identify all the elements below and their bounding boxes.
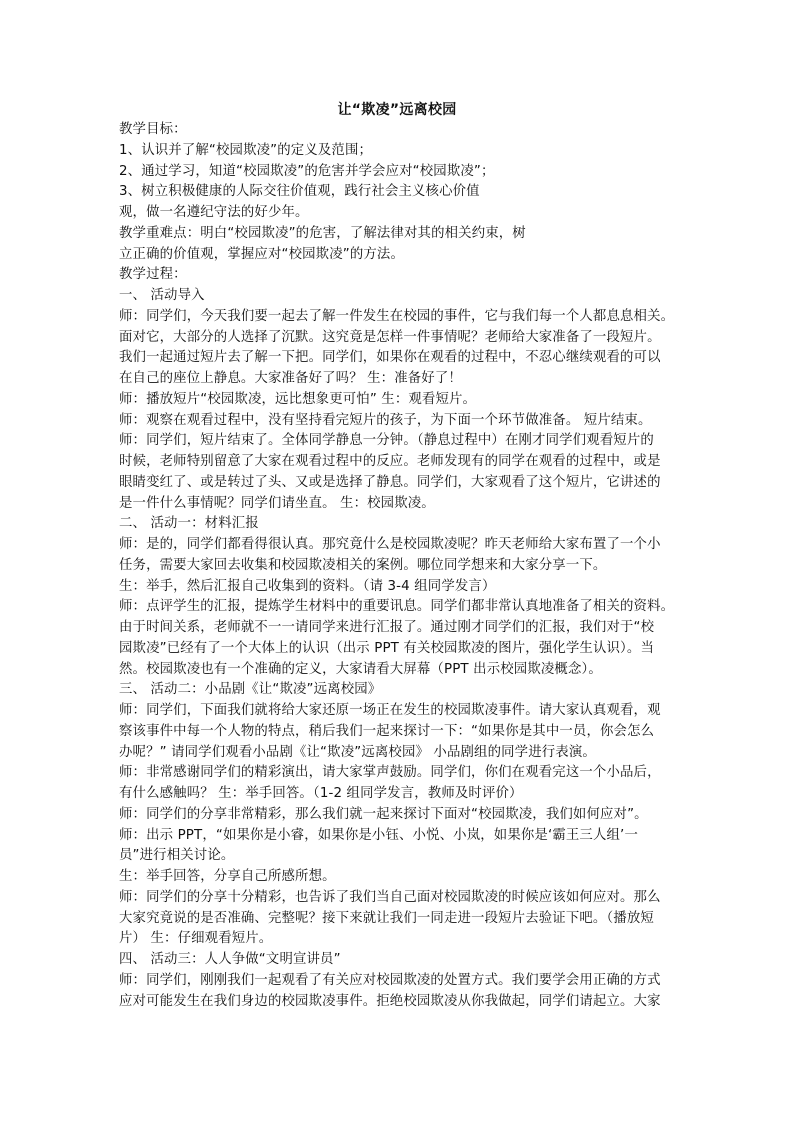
text-line: 师：同学们，短片结束了。全体同学静息一分钟。（静息过程中）在刚才同学们观看短片的 — [119, 433, 654, 449]
text-line: 1、认识并了解“校园欺凌”的定义及范围； — [119, 142, 373, 158]
text-line: 教学过程： — [119, 267, 187, 283]
text-line: 时候，老师特别留意了大家在观看过程中的反应。老师发现有的同学在观看的过程中，或是 — [119, 454, 661, 469]
text-line: 办呢？” 请同学们观看小品剧《让“欺凌”远离校园》 小品剧组的同学进行表演。 — [119, 744, 596, 760]
text-line: 察该事件中每一个人物的特点，稍后我们一起来探讨一下：“如果你是其中一员，你会怎么 — [119, 723, 655, 739]
text-line: 园欺凌”已经有了一个大体上的认识（出示 PPT 有关校园欺凌的图片，强化学生认识）。当 — [119, 640, 654, 656]
text-line: 在自己的座位上静息。大家准备好了吗？ 生：准备好了！ — [119, 371, 462, 386]
text-line: 师：出示 PPT，“如果你是小睿，如果你是小钰、小悦、小岚，如果你是‘霸王三人组’一 — [119, 827, 639, 843]
text-line: 大家究竟说的是否准确、完整呢？接下来就让我们一同走进一段短片去验证下吧。（播放短 — [119, 910, 654, 926]
text-line: 师：同学们，刚刚我们一起观看了有关应对校园欺凌的处置方式。我们要学会用正确的方式 — [119, 972, 661, 988]
text-line: 师：同学们，下面我们就将给大家还原一场正在发生的校园欺凌事件。请大家认真观看，观 — [119, 703, 661, 718]
text-line: 2、通过学习，知道“校园欺凌”的危害并学会应对“校园欺凌”； — [119, 163, 495, 179]
text-line: 师：同学们的分享十分精彩，也告诉了我们当自己面对校园欺凌的时候应该如何应对。那么 — [119, 889, 661, 905]
text-line: 二、 活动一：材料汇报 — [119, 516, 259, 532]
text-line: 面对它，大部分的人选择了沉默。这究竟是怎样一件事情呢？老师给大家准备了一段短片。 — [119, 329, 661, 345]
text-line: 立正确的价值观，掌握应对“校园欺凌”的方法。 — [119, 246, 404, 262]
text-line: 生：举手回答，分享自己所感所想。 — [119, 869, 336, 884]
text-line: 四、 活动三：人人争做“文明宣讲员” — [119, 952, 341, 967]
text-line: 观，做一名遵纪守法的好少年。 — [119, 205, 309, 220]
text-line: 片） 生：仔细观看短片。 — [119, 931, 273, 947]
text-line: 3、树立积极健康的人际交往价值观，践行社会主义核心价值 — [119, 184, 480, 200]
text-line: 教学目标： — [119, 122, 187, 137]
text-line: 眼睛变红了、或是转过了头、又或是选择了静息。同学们，大家观看了这个短片，它讲述的 — [119, 474, 661, 490]
text-line: 有什么感触吗？ 生：举手回答。（1-2 组同学发言，教师及时评价） — [119, 786, 523, 801]
text-line: 是一件什么事情呢？同学们请坐直。 生：校园欺凌。 — [119, 495, 435, 511]
text-line: 师：播放短片“校园欺凌，远比想象更可怕” 生：观看短片。 — [119, 391, 477, 407]
text-line: 任务，需要大家回去收集和校园欺凌相关的案例。哪位同学想来和大家分享一下。 — [119, 557, 607, 573]
text-line: 应对可能发生在我们身边的校园欺凌事件。拒绝校园欺凌从你我做起，同学们请起立。大家 — [119, 993, 661, 1009]
text-line: 师：同学们，今天我们要一起去了解一件发生在校园的事件，它与我们每一个人都息息相关。 — [119, 308, 675, 324]
text-line: 师：是的，同学们都看得很认真。那究竟什么是校园欺凌呢？昨天老师给大家布置了一个小 — [119, 537, 661, 552]
text-line: 三、 活动二：小品剧《让“欺凌”远离校园》 — [119, 682, 382, 698]
text-line: 师：同学们的分享非常精彩，那么我们就一起来探讨下面对“校园欺凌，我们如何应对”。 — [119, 806, 648, 822]
text-line: 教学重难点：明白“校园欺凌”的危害，了解法律对其的相关约束，树 — [119, 225, 526, 241]
document-body — [119, 120, 679, 1012]
text-line: 师：点评学生的汇报，提炼学生材料中的重要讯息。同学们都非常认真地准备了相关的资料。 — [119, 599, 675, 615]
text-line: 师：非常感谢同学们的精彩演出，请大家掌声鼓励。同学们，你们在观看完这一个小品后， — [119, 765, 661, 781]
text-line: 然。校园欺凌也有一个准确的定义，大家请看大屏幕（PPT 出示校园欺凌概念）。 — [119, 661, 602, 677]
text-line: 由于时间关系，老师就不一一请同学来进行汇报了。通过刚才同学们的汇报，我们对于“校 — [119, 620, 655, 635]
document-title: 让“欺凌”远离校园 — [337, 102, 457, 118]
text-line: 生：举手，然后汇报自己收集到的资料。（请 3-4 组同学发言） — [119, 578, 496, 594]
text-line: 一、 活动导入 — [119, 288, 205, 303]
text-line: 我们一起通过短片去了解一下把。同学们，如果你在观看的过程中，不忍心继续观看的可以 — [119, 350, 661, 366]
text-line: 师：观察在观看过程中，没有坚持看完短片的孩子，为下面一个环节做准备。 短片结束。 — [119, 412, 652, 428]
text-line: 员”进行相关讨论。 — [119, 848, 235, 864]
